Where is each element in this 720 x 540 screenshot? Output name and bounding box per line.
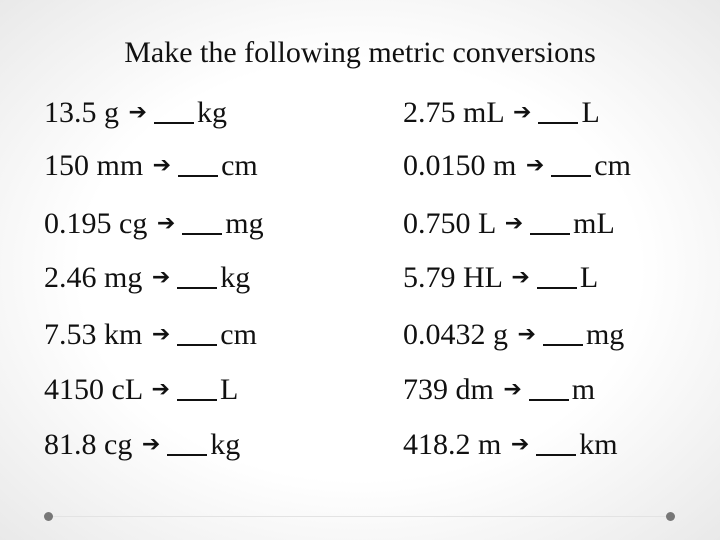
conversion-row <box>0 315 720 355</box>
conversion-row <box>0 204 720 244</box>
to-unit: m <box>571 373 596 406</box>
arrow-right-icon: ➔ <box>511 265 530 290</box>
conversion-left <box>44 425 240 465</box>
from-value: 5.79 HL <box>403 261 502 294</box>
arrow-right-icon: ➔ <box>517 322 536 347</box>
to-unit: cm <box>594 149 631 182</box>
answer-blank <box>537 263 577 289</box>
conversion-left <box>44 258 250 298</box>
conversion-left <box>44 370 238 410</box>
answer-blank <box>529 375 569 401</box>
conversion-right <box>403 93 600 133</box>
arrow-right-icon: ➔ <box>128 100 147 125</box>
from-value: 2.75 mL <box>403 96 504 129</box>
to-unit: cm <box>221 149 258 182</box>
from-value: 7.53 km <box>44 318 143 351</box>
from-value: 0.195 cg <box>44 207 148 240</box>
arrow-right-icon: ➔ <box>504 211 524 236</box>
from-value: 0.0432 g <box>403 318 508 351</box>
answer-blank <box>177 263 217 289</box>
arrow-right-icon: ➔ <box>513 100 532 125</box>
answer-blank <box>182 209 222 235</box>
to-unit: cm <box>220 318 257 351</box>
to-unit: L <box>579 261 599 294</box>
conversion-left <box>44 204 264 244</box>
answer-blank <box>167 430 207 456</box>
arrow-right-icon: ➔ <box>510 432 530 457</box>
answer-blank <box>177 375 217 401</box>
conversion-left <box>44 146 258 186</box>
conversion-left <box>44 93 227 133</box>
answer-blank <box>543 320 583 346</box>
answer-blank <box>538 98 578 124</box>
conversion-right <box>403 146 631 186</box>
arrow-right-icon: ➔ <box>151 377 170 402</box>
to-unit: mg <box>225 207 264 240</box>
to-unit: mg <box>585 318 625 351</box>
conversion-right <box>403 370 595 410</box>
from-value: 2.46 mg <box>44 261 143 294</box>
conversion-row <box>0 370 720 410</box>
to-unit: L <box>219 373 239 406</box>
from-value: 4150 cL <box>44 373 143 406</box>
to-unit: kg <box>210 428 241 461</box>
conversion-row <box>0 146 720 186</box>
conversion-row <box>0 93 720 133</box>
from-value: 0.0150 m <box>403 149 517 182</box>
answer-blank <box>154 98 194 124</box>
arrow-right-icon: ➔ <box>152 153 172 178</box>
dot-icon <box>44 512 53 521</box>
arrow-right-icon: ➔ <box>156 211 176 236</box>
from-value: 13.5 g <box>44 96 119 129</box>
from-value: 81.8 cg <box>44 428 133 461</box>
conversion-row <box>0 258 720 298</box>
from-value: 150 mm <box>44 149 144 182</box>
conversion-right <box>403 425 618 465</box>
arrow-right-icon: ➔ <box>503 377 522 402</box>
footer-divider <box>52 516 666 517</box>
from-value: 418.2 m <box>403 428 502 461</box>
to-unit: kg <box>220 261 251 294</box>
answer-blank <box>530 209 570 235</box>
slide-title: Make the following metric conversions <box>124 36 596 69</box>
arrow-right-icon: ➔ <box>151 322 171 347</box>
arrow-right-icon: ➔ <box>151 265 171 290</box>
dot-icon <box>666 512 675 521</box>
answer-blank <box>178 151 218 177</box>
arrow-right-icon: ➔ <box>141 432 161 457</box>
arrow-right-icon: ➔ <box>525 153 545 178</box>
from-value: 739 dm <box>403 373 494 406</box>
conversion-left <box>44 315 257 355</box>
to-unit: km <box>579 428 618 461</box>
answer-blank <box>551 151 591 177</box>
from-value: 0.750 L <box>403 207 496 240</box>
conversion-right <box>403 315 624 355</box>
to-unit: mL <box>573 207 615 240</box>
to-unit: kg <box>196 96 227 129</box>
answer-blank <box>536 430 576 456</box>
conversion-right <box>403 204 615 244</box>
conversion-row <box>0 425 720 465</box>
conversion-right <box>403 258 598 298</box>
to-unit: L <box>581 96 600 129</box>
answer-blank <box>177 320 217 346</box>
